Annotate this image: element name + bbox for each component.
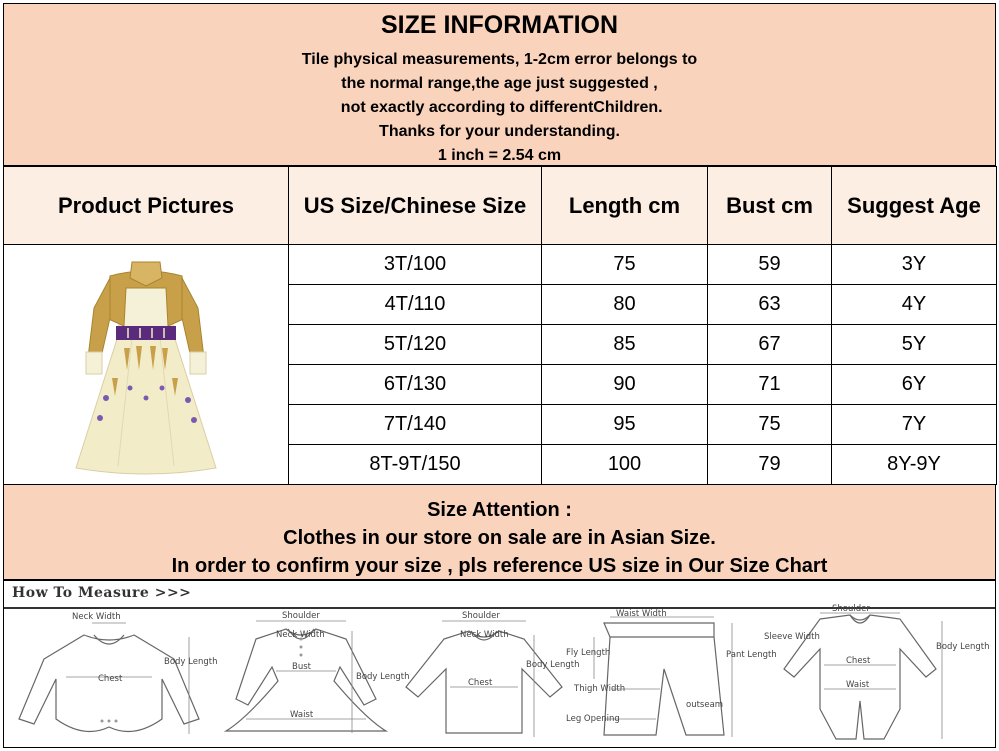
shoulder-label: Shoulder bbox=[832, 604, 870, 614]
header-suggest-age: Suggest Age bbox=[832, 167, 997, 245]
note-line: Thanks for your understanding. bbox=[379, 123, 620, 140]
age-cell: 8Y-9Y bbox=[832, 445, 997, 485]
neck-width-label: Neck Width bbox=[72, 612, 121, 622]
size-table-header-row bbox=[4, 167, 997, 245]
waist-width-label: Waist Width bbox=[616, 609, 667, 619]
length-cell: 100 bbox=[542, 445, 708, 485]
age-cell: 5Y bbox=[832, 325, 997, 365]
size-cell: 5T/120 bbox=[289, 325, 542, 365]
chest-label: Chest bbox=[846, 656, 871, 666]
size-cell: 7T/140 bbox=[289, 405, 542, 445]
length-cell: 95 bbox=[542, 405, 708, 445]
bust-cell: 67 bbox=[708, 325, 832, 365]
shoulder-label: Shoulder bbox=[462, 611, 500, 621]
size-cell: 8T-9T/150 bbox=[289, 445, 542, 485]
thigh-width-label: Thigh Width bbox=[574, 684, 626, 694]
size-attention-box bbox=[3, 484, 996, 580]
note-line: not exactly according to differentChildren. bbox=[336, 99, 663, 116]
neck-width-label: Neck Width bbox=[276, 630, 325, 640]
bust-cell: 75 bbox=[708, 405, 832, 445]
age-cell: 4Y bbox=[832, 285, 997, 325]
header-product-pictures: Product Pictures bbox=[4, 167, 289, 245]
size-cell: 4T/110 bbox=[289, 285, 542, 325]
size-cell: 3T/100 bbox=[289, 245, 542, 285]
shirt-measure-diagram bbox=[404, 609, 580, 747]
neck-width-label: Neck Width bbox=[460, 630, 509, 640]
body-length-label: Body Length bbox=[356, 672, 410, 682]
sleeve-width-label: Sleeve Width bbox=[764, 632, 820, 642]
romper-measure-diagram bbox=[14, 609, 218, 747]
body-length-label: Body Length bbox=[936, 642, 990, 652]
length-cell: 75 bbox=[542, 245, 708, 285]
shoulder-label: Shoulder bbox=[282, 611, 320, 621]
header-bust-cm: Bust cm bbox=[708, 167, 832, 245]
chest-label: Chest bbox=[468, 678, 493, 688]
leg-opening-label: Leg Opening bbox=[566, 714, 620, 724]
table-row bbox=[4, 245, 997, 285]
size-attention-title: Size Attention : bbox=[427, 499, 572, 521]
age-cell: 7Y bbox=[832, 405, 997, 445]
age-cell: 3Y bbox=[832, 245, 997, 285]
note-line: 1 inch = 2.54 cm bbox=[437, 147, 562, 164]
jumpsuit-measure-diagram bbox=[760, 604, 992, 747]
chest-label: Chest bbox=[98, 674, 123, 684]
body-length-label: Body Length bbox=[526, 660, 580, 670]
pant-length-label: Pant Length bbox=[726, 650, 777, 660]
how-to-measure-section bbox=[3, 580, 996, 748]
header-length-cm: Length cm bbox=[542, 167, 708, 245]
size-table bbox=[3, 166, 997, 485]
outseam-label: outseam bbox=[686, 700, 724, 710]
bust-cell: 63 bbox=[708, 285, 832, 325]
bust-label: Bust bbox=[292, 662, 311, 672]
dress-measure-diagram bbox=[216, 609, 410, 747]
waist-label: Waist bbox=[846, 680, 870, 690]
how-to-measure-title: How To Measure >>> bbox=[12, 585, 192, 601]
waist-label: Waist bbox=[290, 710, 314, 720]
size-attention-line: Clothes in our store on sale are in Asian Size. bbox=[283, 527, 716, 549]
length-cell: 85 bbox=[542, 325, 708, 365]
fly-length-label: Fly Length bbox=[566, 648, 611, 658]
measurement-notes bbox=[3, 46, 996, 166]
length-cell: 90 bbox=[542, 365, 708, 405]
bust-cell: 71 bbox=[708, 365, 832, 405]
pants-measure-diagram bbox=[564, 609, 777, 747]
size-information-title: SIZE INFORMATION bbox=[3, 3, 996, 47]
size-cell: 6T/130 bbox=[289, 365, 542, 405]
bust-cell: 59 bbox=[708, 245, 832, 285]
age-cell: 6Y bbox=[832, 365, 997, 405]
note-line: Tile physical measurements, 1-2cm error belongs to bbox=[301, 51, 698, 68]
body-length-label: Body Length bbox=[164, 657, 218, 667]
bust-cell: 79 bbox=[708, 445, 832, 485]
dress-product-image bbox=[66, 248, 226, 476]
product-picture-cell bbox=[4, 245, 289, 485]
header-us-chinese-size: US Size/Chinese Size bbox=[289, 167, 542, 245]
length-cell: 80 bbox=[542, 285, 708, 325]
note-line: the normal range,the age just suggested , bbox=[341, 75, 658, 92]
size-attention-line: In order to confirm your size , pls reference US size in Our Size Chart bbox=[171, 555, 828, 577]
